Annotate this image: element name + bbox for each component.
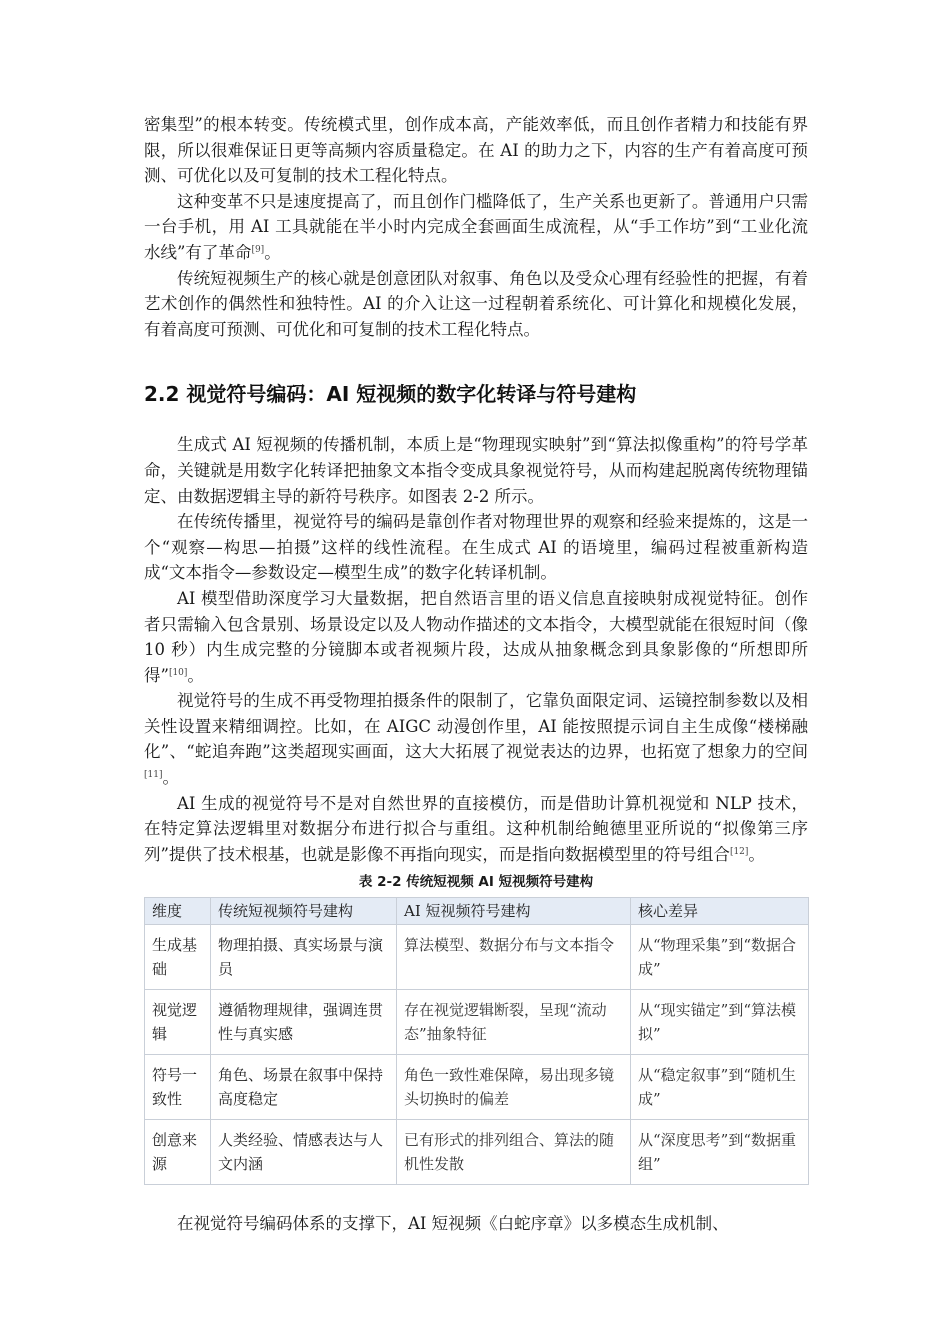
citation: [12] xyxy=(729,846,749,857)
paragraph: 在视觉符号编码体系的支撑下，AI 短视频《白蛇序章》以多模态生成机制、 xyxy=(177,1214,729,1234)
citation: [11] xyxy=(144,770,163,781)
table-cell: 算法模型、数据分布与文本指令 xyxy=(397,925,631,990)
table-row xyxy=(145,1055,809,1120)
table-cell: 物理拍摄、真实场景与演员 xyxy=(211,925,397,990)
punctuation: 。 xyxy=(162,768,179,788)
table-cell: 存在视觉逻辑断裂，呈现“流动态”抽象特征 xyxy=(397,990,631,1055)
paragraph-text: 这种变革不只是速度提高了，而且创作门槛降低了，生产关系也更新了。普通用户只需一台手机，用 AI 工具就能在半小时内完成全套画面生成流程，从“手工作坊”到“工业化流水线”有了革命 xyxy=(144,191,808,262)
table-caption: 表 2-2 传统短视频 AI 短视频符号建构 xyxy=(358,874,594,891)
column-header: 传统短视频符号建构 xyxy=(211,898,397,925)
table-row xyxy=(145,1120,809,1185)
punctuation: 。 xyxy=(264,242,281,262)
document-page xyxy=(144,112,808,1237)
table-cell: 从“稳定叙事”到“随机生成” xyxy=(631,1055,809,1120)
citation: [9] xyxy=(251,244,265,255)
table-cell: 符号一致性 xyxy=(145,1055,211,1120)
section-heading: 2.2 视觉符号编码：AI 短视频的数字化转译与符号建构 xyxy=(144,382,637,407)
paragraph xyxy=(144,688,808,790)
table-cell: 角色一致性难保障，易出现多镜头切换时的偏差 xyxy=(397,1055,631,1120)
paragraph: 生成式 AI 短视频的传播机制，本质上是“物理现实映射”到“算法拟像重构”的符号学革命，关键就是用数字化转译把抽象文本指令变成具象视觉符号，从而构建起脱离传统物理锚定、由数据逻辑主导的新符号秩序。如图表 2-2 所示。 xyxy=(144,435,808,506)
paragraph: 密集型”的根本转变。传统模式里，创作成本高，产能效率低，而且创作者精力和技能有界限，所以很难保证日更等高频内容质量稳定。在 AI 的助力之下，内容的生产有着高度可预测、可优化以及可复制的技术工程化特点。 xyxy=(144,115,808,186)
citation: [10] xyxy=(168,667,188,678)
paragraph-text: AI 生成的视觉符号不是对自然世界的直接模仿，而是借助计算机视觉和 NLP 技术，在特定算法逻辑里对数据分布进行拟合与重组。这种机制给鲍德里亚所说的“拟像第三序列”提供了技术根基，也就是影像不再指向现实，而是指向数据模型里的符号组合 xyxy=(144,793,808,864)
column-header: AI 短视频符号建构 xyxy=(397,898,631,925)
paragraph-text: AI 模型借助深度学习大量数据，把自然语言里的语义信息直接映射成视觉特征。创作者只需输入包含景别、场景设定以及人物动作描述的文本指令，大模型就能在很短时间（像 10 秒）内生成完整的分镜脚本或者视频片段，达成从抽象概念到具象影像的“所想即所得” xyxy=(144,588,808,685)
column-header: 核心差异 xyxy=(631,898,809,925)
table-cell: 生成基础 xyxy=(145,925,211,990)
punctuation: 。 xyxy=(187,665,204,685)
paragraph: 传统短视频生产的核心就是创意团队对叙事、角色以及受众心理有经验性的把握，有着艺术创作的偶然性和独特性。AI 的介入让这一过程朝着系统化、可计算化和规模化发展，有着高度可预测、可优化和可复制的技术工程化特点。 xyxy=(144,268,808,339)
table-cell: 已有形式的排列组合、算法的随机性发散 xyxy=(397,1120,631,1185)
table-cell: 人类经验、情感表达与人文内涵 xyxy=(211,1120,397,1185)
table-cell: 从“物理采集”到“数据合成” xyxy=(631,925,809,990)
table-cell: 从“深度思考”到“数据重组” xyxy=(631,1120,809,1185)
table-cell: 遵循物理规律，强调连贯性与真实感 xyxy=(211,990,397,1055)
table-header-row xyxy=(145,898,809,925)
paragraph xyxy=(144,791,808,868)
table-row xyxy=(145,990,809,1055)
table-cell: 视觉逻辑 xyxy=(145,990,211,1055)
table-cell: 从“现实锚定”到“算法模拟” xyxy=(631,990,809,1055)
column-header: 维度 xyxy=(145,898,211,925)
paragraph-text: 视觉符号的生成不再受物理拍摄条件的限制了，它靠负面限定词、运镜控制参数以及相关性设置来精细调控。比如，在 AIGC 动漫创作里，AI 能按照提示词自主生成像“楼梯融化”、“蛇追奔跑”这类超现实画面，这大大拓展了视觉表达的边界，也拓宽了想象力的空间 xyxy=(144,691,808,762)
paragraph xyxy=(144,189,808,266)
punctuation: 。 xyxy=(748,844,765,864)
table-row xyxy=(145,925,809,990)
paragraph: 在传统传播里，视觉符号的编码是靠创作者对物理世界的观察和经验来提炼的，这是一个“观察—构思—拍摄”这样的线性流程。在生成式 AI 的语境里，编码过程被重新构造成“文本指令—参数设定—模型生成”的数字化转译机制。 xyxy=(144,512,808,583)
comparison-table xyxy=(144,897,809,1185)
table-cell: 创意来源 xyxy=(145,1120,211,1185)
table-cell: 角色、场景在叙事中保持高度稳定 xyxy=(211,1055,397,1120)
paragraph xyxy=(144,586,808,688)
